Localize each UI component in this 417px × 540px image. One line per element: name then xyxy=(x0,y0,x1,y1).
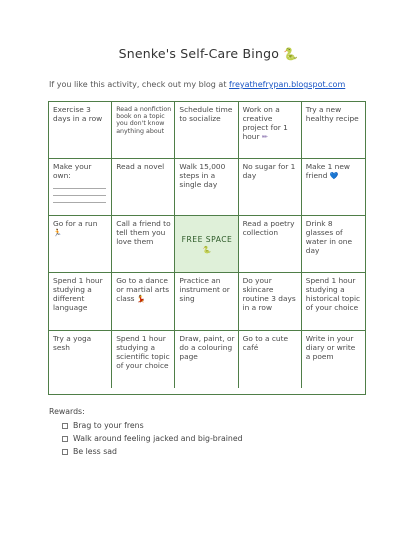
page-title xyxy=(0,46,417,61)
rewards-heading: Rewards: xyxy=(49,407,85,416)
bingo-cell[interactable]: Try a new healthy recipe xyxy=(302,102,365,159)
bingo-cell[interactable]: Go for a run 🏃 xyxy=(49,216,112,273)
bingo-cell[interactable]: Try a yoga sesh xyxy=(49,331,112,388)
bingo-cell[interactable]: Write in your diary or write a poem xyxy=(305,334,356,361)
bingo-cell[interactable]: Work on a creative project for 1 hour ✏ xyxy=(239,102,302,159)
reward-checkbox[interactable] xyxy=(62,436,68,442)
snake-icon: 🐍 xyxy=(202,245,212,254)
heart-icon: 💙 xyxy=(329,171,339,180)
snake-icon: 🐍 xyxy=(283,47,299,61)
reward-checkbox[interactable] xyxy=(62,449,68,455)
write-in-line xyxy=(53,202,106,203)
bingo-cell[interactable]: Draw, paint, or do a colouring page xyxy=(175,331,238,388)
dancer-icon: 💃 xyxy=(136,294,146,303)
reward-item[interactable]: Brag to your frens xyxy=(62,421,144,430)
reward-item[interactable]: Be less sad xyxy=(62,447,117,456)
write-in-line xyxy=(53,195,106,196)
bingo-cell[interactable]: Do your skincare routine 3 days in a row xyxy=(239,273,302,331)
bingo-cell[interactable]: Practice an instrument or sing xyxy=(175,273,238,331)
bingo-cell[interactable]: Go to a dance or martial arts class 💃 xyxy=(112,273,175,331)
title-text: Snenke's Self-Care Bingo xyxy=(118,46,280,61)
bingo-cell[interactable]: Call a friend to tell them you love them xyxy=(112,216,175,273)
reward-item[interactable]: Walk around feeling jacked and big-brained xyxy=(62,434,243,443)
blog-line xyxy=(49,80,345,89)
reward-checkbox[interactable] xyxy=(62,423,68,429)
bingo-cell[interactable]: Drink 8 glasses of water in one day xyxy=(302,216,365,273)
bingo-cell[interactable]: Spend 1 hour studying a historical topic of your choice xyxy=(302,273,365,331)
bingo-cell[interactable]: Exercise 3 days in a row xyxy=(49,102,112,159)
pencil-icon: ✏ xyxy=(261,132,268,141)
bingo-cell[interactable]: No sugar for 1 day xyxy=(239,159,302,216)
bingo-cell[interactable]: Read a novel xyxy=(112,159,175,216)
bingo-cell[interactable]: Make 1 new friend 💙 xyxy=(302,159,365,216)
runner-icon: 🏃 xyxy=(53,228,62,237)
blog-link[interactable]: freyathefrypan.blogspot.com xyxy=(229,80,346,89)
bingo-cell[interactable]: Spend 1 hour studying a scientific topic of your choice xyxy=(112,331,175,388)
bingo-cell[interactable]: Read a poetry collection xyxy=(239,216,302,273)
bingo-cell[interactable]: Make your own: xyxy=(49,159,112,216)
bingo-cell[interactable]: Go to a cute café xyxy=(239,331,302,388)
free-space-label: FREE SPACE xyxy=(181,235,233,245)
write-in-line xyxy=(53,188,106,189)
bingo-cell[interactable]: Schedule time to socialize xyxy=(175,102,238,159)
bingo-cell[interactable]: Spend 1 hour studying a different language xyxy=(49,273,112,331)
blog-prefix: If you like this activity, check out my blog at xyxy=(49,80,230,89)
bingo-cell[interactable]: Walk 15,000 steps in a single day xyxy=(175,159,238,216)
bingo-grid xyxy=(48,101,366,395)
bingo-cell[interactable]: Read a nonfiction book on a topic you don't know anything about xyxy=(112,102,175,159)
free-space-cell[interactable] xyxy=(175,216,238,273)
